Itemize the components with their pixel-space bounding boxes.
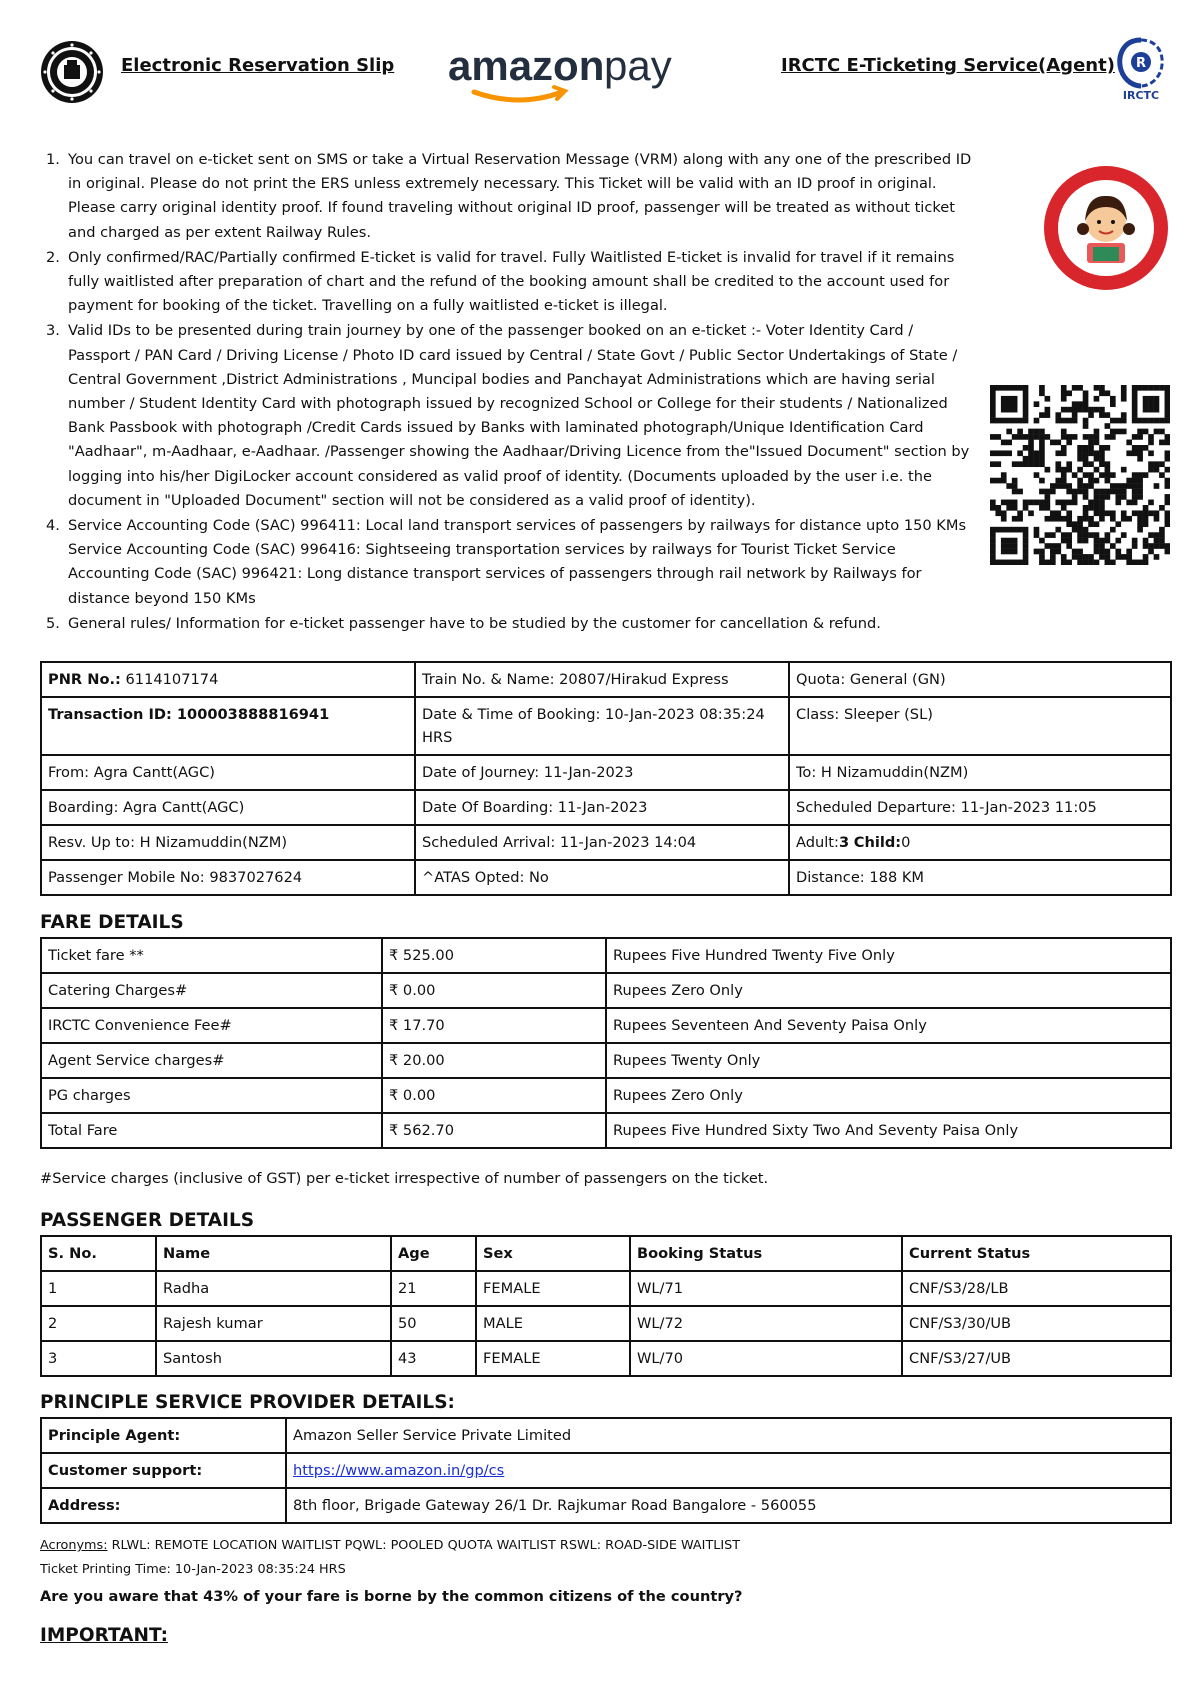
atas-cell: ^ATAS Opted: No bbox=[415, 860, 789, 895]
instruction-item: 1. You can travel on e-ticket sent on SMS or take a Virtual Reservation Message (VRM) along with any one of the prescribed ID in original. Please do not print the ERS unless extremely necessary. This Ticket will be valid with an ID proof in original. Please carry original identity proof. If found traveling without original ID proof, passenger will be treated as without ticket and charged as per extent Railway Rules. bbox=[46, 151, 972, 241]
fare-row bbox=[41, 973, 1171, 1008]
table-row bbox=[41, 1488, 1171, 1523]
principal-agent-value: Amazon Seller Service Private Limited bbox=[286, 1418, 1171, 1453]
from-cell: From: Agra Cantt(AGC) bbox=[41, 755, 415, 790]
train-cell: Train No. & Name: 20807/Hirakud Express bbox=[415, 662, 789, 697]
instruction-item: 2. Only confirmed/RAC/Partially confirmed E-ticket is valid for travel. Fully Waitlisted E-ticket is invalid for travel if it remains fully waitlisted after preparation of chart and the refund of the booking amount shall be credited to the account used for payment for booking of the ticket. Travelling on a fully waitlisted e-ticket is illegal. bbox=[46, 248, 955, 315]
column-header: Sex bbox=[476, 1236, 630, 1271]
pnr-number: 6114107174 bbox=[125, 671, 219, 688]
passenger-cell: FEMALE bbox=[476, 1341, 630, 1376]
passenger-cell: FEMALE bbox=[476, 1271, 630, 1306]
irctc-label: IRCTC bbox=[1122, 89, 1160, 102]
booking-details-table bbox=[40, 661, 1172, 896]
fare-amount: ₹ 525.00 bbox=[382, 938, 606, 973]
address-label: Address: bbox=[41, 1488, 286, 1523]
passenger-cell: WL/71 bbox=[630, 1271, 902, 1306]
passenger-cell: 1 bbox=[41, 1271, 156, 1306]
ers-title: Electronic Reservation Slip bbox=[121, 55, 395, 76]
printing-time: Ticket Printing Time: 10-Jan-2023 08:35:24 HRS bbox=[40, 1562, 346, 1577]
subsidy-notice: Are you aware that 43% of your fare is borne by the common citizens of the country? bbox=[40, 1588, 743, 1605]
passenger-cell: 3 bbox=[41, 1341, 156, 1376]
departure-cell: Scheduled Departure: 11-Jan-2023 11:05 bbox=[789, 790, 1171, 825]
fare-words: Rupees Seventeen And Seventy Paisa Only bbox=[606, 1008, 1171, 1043]
service-charges-note: #Service charges (inclusive of GST) per e-ticket irrespective of number of passengers on the ticket. bbox=[40, 1170, 769, 1187]
table-row bbox=[41, 1418, 1171, 1453]
passenger-cell: WL/70 bbox=[630, 1341, 902, 1376]
fare-label: Total Fare bbox=[41, 1113, 382, 1148]
journey-date-cell: Date of Journey: 11-Jan-2023 bbox=[415, 755, 789, 790]
fare-amount: ₹ 0.00 bbox=[382, 973, 606, 1008]
irctc-service-title: IRCTC E-Ticketing Service(Agent) bbox=[781, 55, 1115, 76]
to-cell: To: H Nizamuddin(NZM) bbox=[789, 755, 1171, 790]
passenger-row bbox=[41, 1306, 1171, 1341]
passenger-cell: 50 bbox=[391, 1306, 476, 1341]
passenger-row bbox=[41, 1341, 1171, 1376]
boarding-date-cell: Date Of Boarding: 11-Jan-2023 bbox=[415, 790, 789, 825]
principal-agent-label: Principle Agent: bbox=[41, 1418, 286, 1453]
fare-amount: ₹ 562.70 bbox=[382, 1113, 606, 1148]
transaction-id-cell: Transaction ID: 100003888816941 bbox=[41, 697, 415, 755]
amazon-word: amazon bbox=[448, 42, 605, 89]
svg-text:R: R bbox=[1135, 56, 1147, 71]
passenger-cell: CNF/S3/30/UB bbox=[902, 1306, 1171, 1341]
instruction-item: 3. Valid IDs to be presented during train journey by one of the passenger booked on an e-ticket :- Voter Identity Card / Passport / PAN Card / Driving License / Photo ID card issued by Central / State Govt / Public Sector Undertakings of State / Central Government ,District Administrations , Muncipal bodies and Panchayat Administrations which are having serial number / Student Identity Card with photograph issued by recognized School or College for their students / Nationalized Bank Passbook with photograph /Credit Cards issued by Banks with laminated photograph/Unique Identification Card "Aadhaar", m-Aadhaar, e-Aadhaar. /Passenger showing the Aadhaar/Driving Licence from the"Issued Document" section by logging into his/her DigiLocker account considered as valid proof of identity. (Documents uploaded by the user i.e. the document in "Uploaded Document" section will not be considered as a valid proof of identity). bbox=[46, 322, 970, 509]
header bbox=[40, 36, 1170, 108]
passenger-cell: WL/72 bbox=[630, 1306, 902, 1341]
customer-support-label: Customer support: bbox=[41, 1453, 286, 1488]
passenger-row bbox=[41, 1271, 1171, 1306]
passenger-details-table bbox=[40, 1235, 1172, 1377]
fare-row bbox=[41, 1043, 1171, 1078]
fare-details-heading: FARE DETAILS bbox=[40, 912, 184, 933]
beti-bachao-badge-icon bbox=[1043, 165, 1169, 291]
fare-label: Agent Service charges# bbox=[41, 1043, 382, 1078]
instruction-item: 4. Service Accounting Code (SAC) 996411: Local land transport services of passengers by railways for distance upto 150 KMs Service Accounting Code (SAC) 996416: Sightseeing transportation services by railways for Tourist Ticket Service Accounting Code (SAC) 996421: Long distance transport services of passengers through rail network by Railways for distance beyond 150 KMs bbox=[46, 517, 967, 607]
irctc-logo-icon bbox=[1113, 36, 1169, 102]
column-header: Current Status bbox=[902, 1236, 1171, 1271]
service-provider-table bbox=[40, 1417, 1172, 1524]
amazon-pay-logo bbox=[444, 36, 694, 108]
important-heading: IMPORTANT: bbox=[40, 1625, 168, 1646]
customer-support-link[interactable]: https://www.amazon.in/gp/cs bbox=[293, 1462, 505, 1479]
passenger-count-cell: Adult:3 Child:0 bbox=[789, 825, 1171, 860]
fare-amount: ₹ 17.70 bbox=[382, 1008, 606, 1043]
address-value: 8th floor, Brigade Gateway 26/1 Dr. Rajkumar Road Bangalore - 560055 bbox=[286, 1488, 1171, 1523]
fare-words: Rupees Zero Only bbox=[606, 973, 1171, 1008]
quota-cell: Quota: General (GN) bbox=[789, 662, 1171, 697]
fare-words: Rupees Zero Only bbox=[606, 1078, 1171, 1113]
passenger-cell: CNF/S3/28/LB bbox=[902, 1271, 1171, 1306]
table-row bbox=[41, 662, 1171, 697]
service-provider-heading: PRINCIPLE SERVICE PROVIDER DETAILS: bbox=[40, 1392, 455, 1413]
fare-label: IRCTC Convenience Fee# bbox=[41, 1008, 382, 1043]
passenger-cell: Santosh bbox=[156, 1341, 391, 1376]
fare-row bbox=[41, 1113, 1171, 1148]
instruction-item: 5. General rules/ Information for e-ticket passenger have to be studied by the customer for cancellation & refund. bbox=[46, 614, 881, 632]
passenger-cell: Radha bbox=[156, 1271, 391, 1306]
customer-support-cell bbox=[286, 1453, 1171, 1488]
fare-label: PG charges bbox=[41, 1078, 382, 1113]
fare-words: Rupees Twenty Only bbox=[606, 1043, 1171, 1078]
passenger-cell: 21 bbox=[391, 1271, 476, 1306]
table-row bbox=[41, 860, 1171, 895]
acronyms-line: Acronyms: RLWL: REMOTE LOCATION WAITLIST PQWL: POOLED QUOTA WAITLIST RSWL: ROAD-SIDE WAITLIST bbox=[40, 1538, 741, 1553]
fare-label: Ticket fare ** bbox=[41, 938, 382, 973]
indian-railways-logo-icon bbox=[40, 40, 104, 104]
column-header: S. No. bbox=[41, 1236, 156, 1271]
passenger-cell: 2 bbox=[41, 1306, 156, 1341]
class-cell: Class: Sleeper (SL) bbox=[789, 697, 1171, 755]
qr-code bbox=[990, 385, 1170, 565]
fare-words: Rupees Five Hundred Sixty Two And Seventy Paisa Only bbox=[606, 1113, 1171, 1148]
fare-amount: ₹ 20.00 bbox=[382, 1043, 606, 1078]
distance-cell: Distance: 188 KM bbox=[789, 860, 1171, 895]
fare-row bbox=[41, 1078, 1171, 1113]
table-row bbox=[41, 790, 1171, 825]
booking-time-cell: Date & Time of Booking: 10-Jan-2023 08:35:24 HRS bbox=[415, 697, 789, 755]
table-row bbox=[41, 697, 1171, 755]
pay-word: pay bbox=[604, 42, 672, 89]
reservation-upto-cell: Resv. Up to: H Nizamuddin(NZM) bbox=[41, 825, 415, 860]
table-row bbox=[41, 1453, 1171, 1488]
mobile-cell: Passenger Mobile No: 9837027624 bbox=[41, 860, 415, 895]
fare-details-table bbox=[40, 937, 1172, 1149]
passenger-cell: MALE bbox=[476, 1306, 630, 1341]
fare-label: Catering Charges# bbox=[41, 973, 382, 1008]
passenger-cell: 43 bbox=[391, 1341, 476, 1376]
arrival-cell: Scheduled Arrival: 11-Jan-2023 14:04 bbox=[415, 825, 789, 860]
passenger-cell: Rajesh kumar bbox=[156, 1306, 391, 1341]
column-header: Booking Status bbox=[630, 1236, 902, 1271]
instruction-list bbox=[46, 148, 980, 637]
table-header-row bbox=[41, 1236, 1171, 1271]
pnr-cell: PNR No.: 6114107174 bbox=[41, 662, 415, 697]
passenger-details-heading: PASSENGER DETAILS bbox=[40, 1210, 255, 1231]
table-row bbox=[41, 825, 1171, 860]
column-header: Name bbox=[156, 1236, 391, 1271]
boarding-cell: Boarding: Agra Cantt(AGC) bbox=[41, 790, 415, 825]
column-header: Age bbox=[391, 1236, 476, 1271]
table-row bbox=[41, 755, 1171, 790]
passenger-cell: CNF/S3/27/UB bbox=[902, 1341, 1171, 1376]
fare-words: Rupees Five Hundred Twenty Five Only bbox=[606, 938, 1171, 973]
fare-row bbox=[41, 938, 1171, 973]
fare-amount: ₹ 0.00 bbox=[382, 1078, 606, 1113]
fare-row bbox=[41, 1008, 1171, 1043]
